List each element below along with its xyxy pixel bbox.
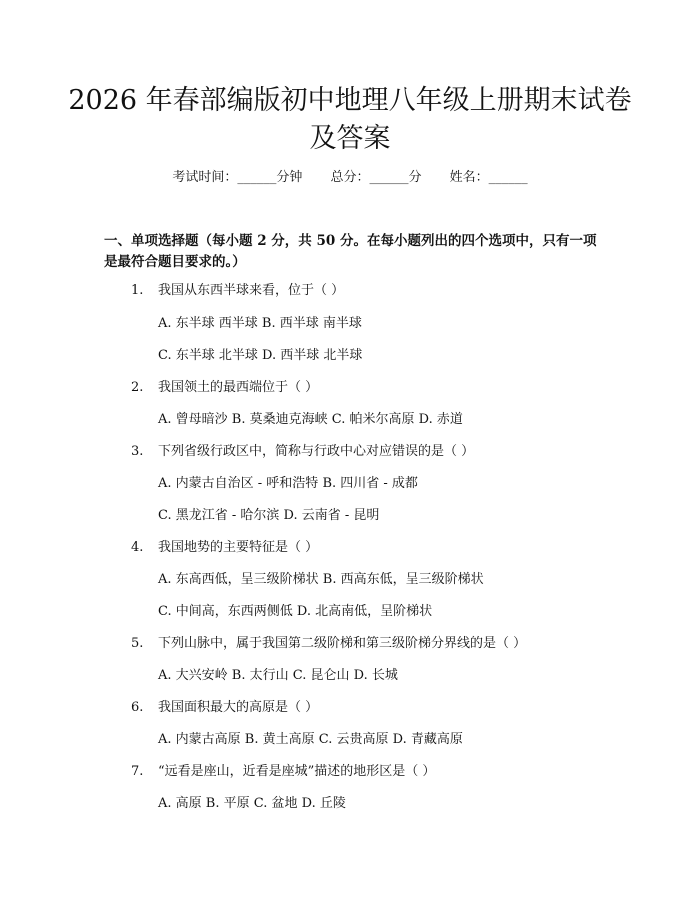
question-options: A. 高原 B. 平原 C. 盆地 D. 丘陵	[158, 796, 346, 811]
question-text: 我国从东西半球来看，位于（ ）	[158, 283, 345, 298]
exam-score-field: 总分：______分	[330, 170, 422, 185]
question-number: 7.	[131, 764, 144, 779]
question-item	[131, 281, 344, 301]
section-heading: 一、单项选择题（每小题 2 分，共 50 分。在每小题列出的四个选项中，只有一项是最符合题目要求的。）	[104, 233, 597, 270]
question-text: 我国领土的最西端位于（ ）	[158, 380, 319, 395]
question-item	[131, 634, 526, 654]
question-options: A. 内蒙古高原 B. 黄土高原 C. 云贵高原 D. 青藏高原	[158, 732, 463, 747]
question-item	[131, 538, 318, 558]
question-text: “远看是座山，近看是座城”描述的地形区是（ ）	[158, 764, 436, 779]
question-item	[131, 762, 435, 782]
exam-time-field: 考试时间：______分钟	[172, 170, 303, 185]
question-options: A. 东半球 西半球 B. 西半球 南半球	[158, 316, 362, 331]
question-item	[131, 378, 318, 398]
exam-title: 2026 年春部编版初中地理八年级上册期末试卷及答案	[68, 85, 632, 154]
question-options: A. 内蒙古自治区 - 呼和浩特 B. 四川省 - 成都	[158, 476, 418, 491]
question-options: C. 东半球 北半球 D. 西半球 北半球	[158, 348, 363, 363]
question-text: 下列省级行政区中，简称与行政中心对应错误的是（ ）	[158, 444, 475, 459]
question-number: 5.	[131, 636, 144, 651]
question-number: 2.	[131, 380, 144, 395]
question-options: A. 东高西低，呈三级阶梯状 B. 西高东低，呈三级阶梯状	[158, 572, 484, 587]
exam-name-field: 姓名：______	[449, 170, 528, 185]
question-options: A. 曾母暗沙 B. 莫桑迪克海峡 C. 帕米尔高原 D. 赤道	[158, 412, 463, 427]
question-options: C. 中间高，东西两侧低 D. 北高南低，呈阶梯状	[158, 604, 433, 619]
question-text: 下列山脉中，属于我国第二级阶梯和第三级阶梯分界线的是（ ）	[158, 636, 527, 651]
question-number: 4.	[131, 540, 144, 555]
question-number: 1.	[131, 283, 144, 298]
question-number: 6.	[131, 700, 144, 715]
question-options: C. 黑龙江省 - 哈尔滨 D. 云南省 - 昆明	[158, 508, 380, 523]
question-item	[131, 442, 474, 462]
question-item	[131, 698, 318, 718]
question-options: A. 大兴安岭 B. 太行山 C. 昆仑山 D. 长城	[158, 668, 398, 683]
question-text: 我国面积最大的高原是（ ）	[158, 700, 319, 715]
question-number: 3.	[131, 444, 144, 459]
exam-meta	[0, 168, 700, 188]
question-text: 我国地势的主要特征是（ ）	[158, 540, 319, 555]
